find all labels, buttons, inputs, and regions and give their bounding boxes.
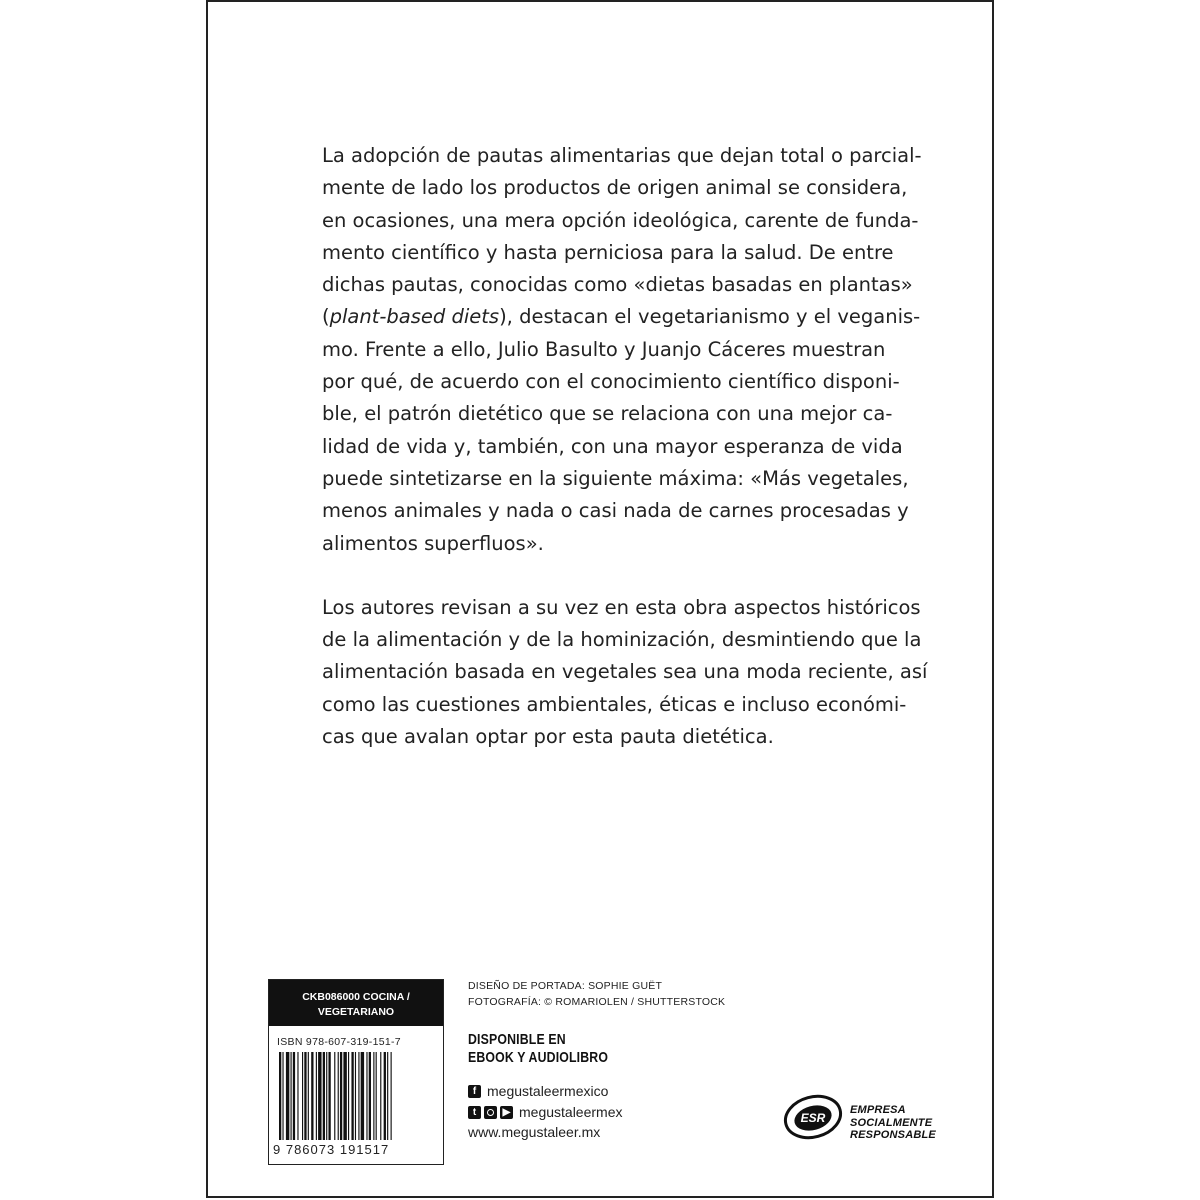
category-line: VEGETARIANO [317,1006,395,1018]
barcode-bar [304,1052,306,1140]
availability-line: EBOOK Y AUDIOLIBRO [468,1049,609,1066]
barcode-bar [380,1052,381,1140]
barcode-bar [279,1052,281,1140]
barcode-bar [316,1052,317,1140]
blurb-line: La adopción de pautas alimentarias que dejan total o parcial- [322,144,922,167]
esr-logo-text: ESR [800,1111,826,1125]
barcode-bar [318,1052,321,1140]
esr-line: RESPONSABLE [850,1129,936,1141]
barcode-bar [387,1052,388,1140]
esr-line: SOCIALMENTE [850,1116,933,1129]
blurb-line: lidad de vida y, también, con una mayor esperanza de vida [322,434,903,458]
barcode-bar [334,1052,335,1140]
social-handle: megustaleermex [519,1104,623,1120]
blurb-line: en ocasiones, una mera opción ideológica, carente de funda- [322,208,919,232]
paren-open: ( [322,305,330,329]
availability-line: DISPONIBLE EN [468,1031,566,1048]
blurb-line: mento científico y hasta perniciosa para la salud. De entre [322,240,894,264]
blurb [322,140,928,753]
barcode-bar [376,1052,377,1140]
facebook-icon: f [468,1085,481,1098]
blurb-line: cas que avalan optar por esta pauta dietética. [322,725,774,749]
barcode-image [279,1052,437,1140]
blurb-line: mo. Frente a ello, Julio Basulto y Juanjo Cáceres muestran [322,337,886,361]
blurb-line-rest: ), destacan el vegetarianismo y el veganis- [499,305,921,329]
credits [468,979,725,1010]
social-row [468,1104,623,1120]
availability-note [468,1031,608,1067]
barcode-bar [338,1052,339,1140]
barcode-bar [351,1052,353,1140]
barcode-bar [373,1052,374,1140]
barcode-bar [391,1052,392,1140]
barcode-bar [340,1052,342,1140]
blurb-line: ble, el patrón dietético que se relaciona con una mejor ca- [322,402,893,426]
category-label [269,980,443,1026]
barcode-bar [297,1052,298,1140]
barcode-bar [361,1052,364,1140]
category-line: CKB086000 COCINA / [302,991,410,1003]
blurb-line: dichas pautas, conocidas como «dietas basadas en plantas» [322,273,913,297]
facebook-row [468,1083,608,1099]
blurb-line: puede sintetizarse en la siguiente máxima: «Más vegetales, [322,466,909,490]
barcode-bar [291,1052,292,1140]
facebook-handle: megustaleermexico [487,1083,609,1099]
barcode-bar [302,1052,303,1140]
blurb-line: alimentación basada en vegetales sea una moda reciente, así [322,660,928,684]
paragraph-gap [322,560,882,592]
barcode-bar [328,1052,330,1140]
italic-term: plant-based diets [329,305,500,329]
barcode-bar [323,1052,325,1140]
barcode-bar [366,1052,367,1140]
cover-design-credit: DISEÑO DE PORTADA: SOPHIE GUËT [468,980,663,992]
blurb-line: de la alimentación y de la hominización, desmintiendo que la [322,628,922,652]
barcode-bar [326,1052,327,1140]
barcode-bar [311,1052,313,1140]
blurb-line-mixed [322,301,921,333]
barcode-bar [348,1052,349,1140]
website-link[interactable]: www.megustaleer.mx [468,1124,601,1140]
barcode-bar [293,1052,295,1140]
blurb-line: por qué, de acuerdo con el conocimiento científico disponi- [322,370,900,394]
barcode-bar [355,1052,356,1140]
blurb-line: mente de lado los productos de origen animal se considera, [322,176,908,200]
esr-line: EMPRESA [850,1104,906,1116]
barcode-bar [369,1052,371,1140]
instagram-icon [484,1106,497,1119]
esr-label [850,1104,936,1142]
barcode-bar [282,1052,283,1140]
blurb-line: como las cuestiones ambientales, éticas e incluso económi- [322,692,907,716]
blurb-line: Los autores revisan a su vez en esta obra aspectos históricos [322,595,921,619]
isbn-text: ISBN 978-607-319-151-7 [277,1036,401,1048]
barcode-bar [358,1052,359,1140]
blurb-line: menos animales y nada o casi nada de carnes procesadas y [322,499,909,523]
barcode-bar [286,1052,289,1140]
blurb-line: alimentos superfluos». [322,531,544,555]
twitter-icon: t [468,1106,481,1119]
barcode-box [268,979,444,1165]
barcode-bar [343,1052,346,1140]
photo-credit: FOTOGRAFÍA: © ROMARIOLEN / SHUTTERSTOCK [468,995,726,1008]
barcode-number: 9 786073 191517 [273,1142,390,1157]
barcode-bar [384,1052,386,1140]
website-row [468,1124,600,1140]
barcode-bar [308,1052,309,1140]
youtube-icon: ▶ [500,1106,513,1119]
